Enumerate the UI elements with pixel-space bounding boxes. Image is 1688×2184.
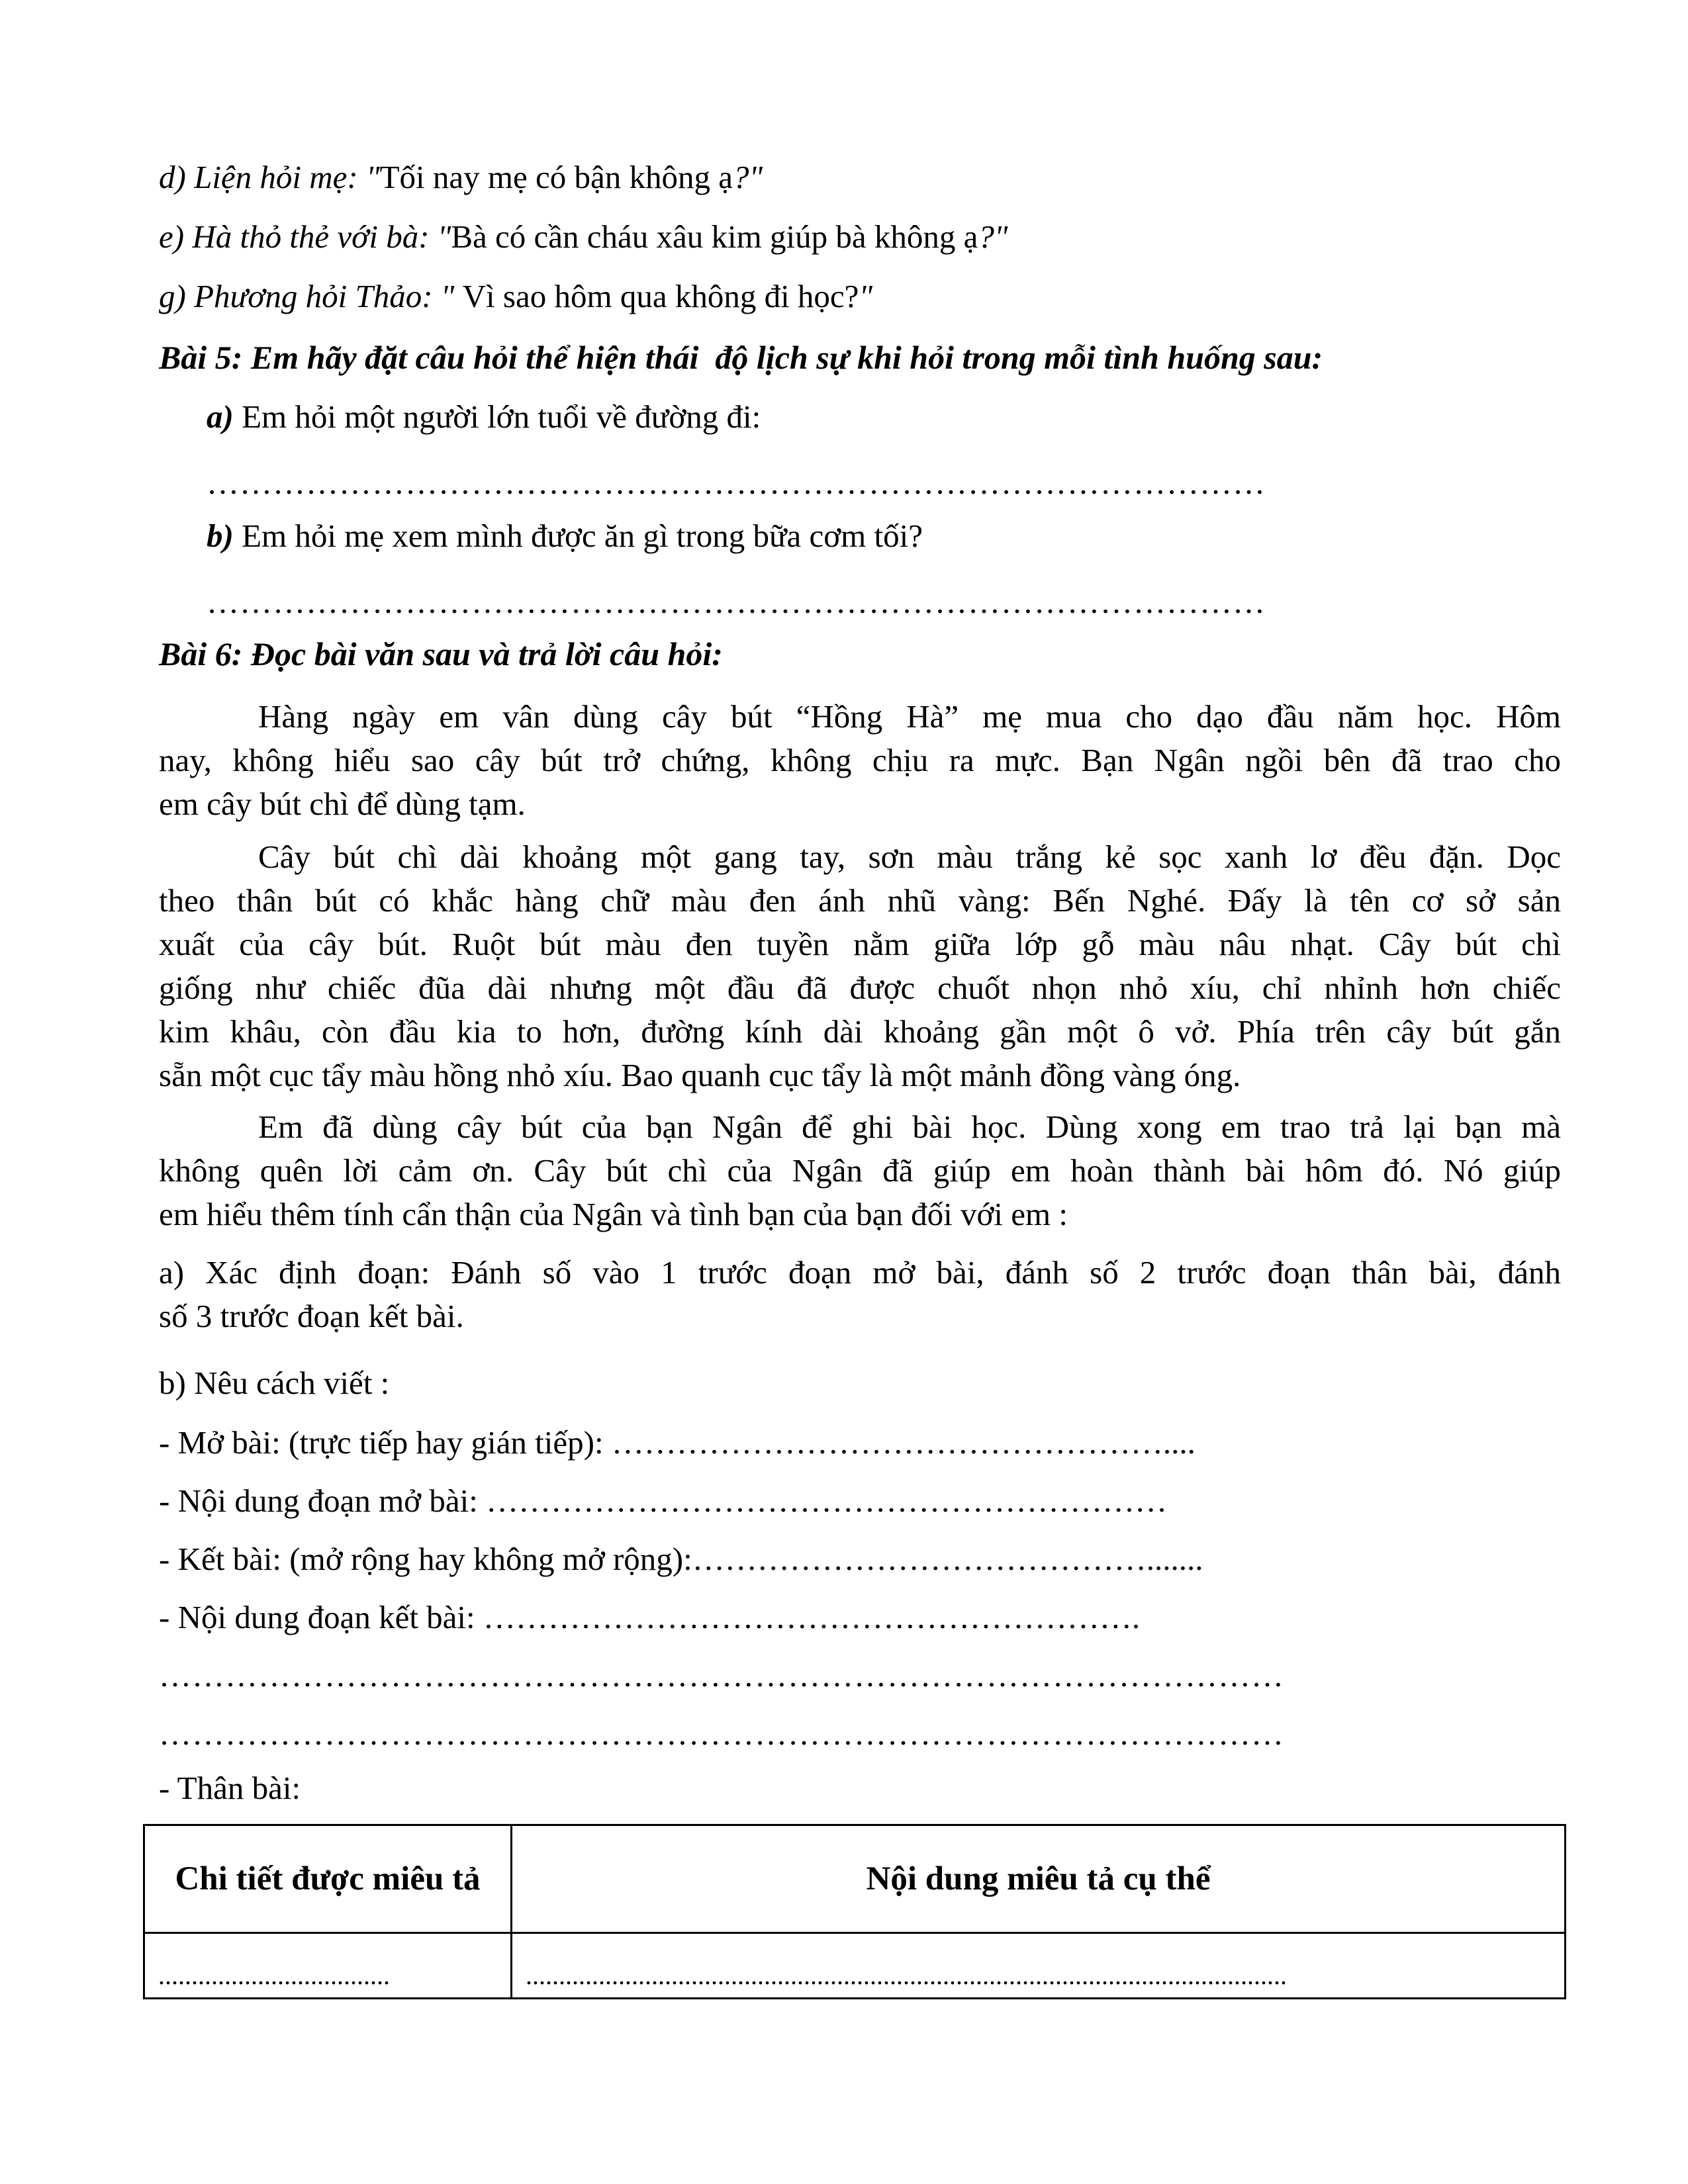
exercise4-item-e: e) Hà thỏ thẻ với bà: "Bà có cần cháu xâu kim giúp bà không ạ?" — [159, 218, 1008, 255]
table-header-row — [144, 1825, 1566, 1933]
bai5-title: Bài 5: Em hãy đặt câu hỏi thể hiện thái độ lịch sự khi hỏi trong mỗi tình huống sau: — [159, 339, 1323, 376]
bai5-answer-line-b[interactable]: …………………………………………………………………………………… — [207, 584, 1266, 620]
header-chi-tiet: Chi tiết được miêu tả — [144, 1825, 512, 1933]
paragraph-line: kim khâu, còn đầu kia to hơn, đường kính dài khoảng gần một ô vở. Phía trên cây bút gắn — [159, 1013, 1561, 1050]
answer-line-mo-bai: - Mở bài: (trực tiếp hay gián tiếp): …………………………………………….... — [159, 1424, 1196, 1461]
paragraph-line: giống như chiếc đũa dài nhưng một đầu đã được chuốt nhọn nhỏ xíu, chỉ nhỉnh hơn chiếc — [159, 970, 1561, 1006]
exercise4-item-g: g) Phương hỏi Thảo: " Vì sao hôm qua không đi học?" — [159, 278, 873, 314]
answer-line-ket-bai: - Kết bài: (mở rộng hay không mở rộng):……………………………………....... — [159, 1541, 1203, 1577]
answer-dots[interactable]: ……………………………………………………… — [486, 1482, 1168, 1519]
exercise4-item-d: d) Liện hỏi mẹ: "Tối nay mẹ có bận không ạ?" — [159, 159, 763, 195]
answer-dots[interactable]: ……………………………………………………. — [483, 1599, 1141, 1635]
table-row — [144, 1933, 1566, 1999]
bai6-paragraph-1 — [159, 695, 1561, 826]
than-bai-table — [143, 1824, 1566, 1999]
answer-line-noi-dung-ket-bai: - Nội dung đoạn kết bài: ……………………………………………………. — [159, 1599, 1141, 1635]
bai5-item-a: a) Em hỏi một người lớn tuổi về đường đi: — [207, 398, 761, 435]
paragraph-line: em hiểu thêm tính cẩn thận của Ngân và tình bạn của bạn đối với em : — [159, 1196, 1068, 1232]
bai5-item-b: b) Em hỏi mẹ xem mình được ăn gì trong bữa cơm tối? — [207, 518, 923, 554]
bai6-question-a — [159, 1251, 1561, 1338]
bai6-paragraph-3 — [159, 1105, 1561, 1236]
header-noi-dung: Nội dung miêu tả cụ thể — [512, 1825, 1566, 1933]
paragraph-line: Em đã dùng cây bút của bạn Ngân để ghi bài học. Dùng xong em trao trả lại bạn mà — [258, 1109, 1561, 1145]
paragraph-line: theo thân bút có khắc hàng chữ màu đen ánh nhũ vàng: Bến Nghé. Đấy là tên cơ sở sản — [159, 882, 1561, 919]
paragraph-line: Hàng ngày em vân dùng cây bút “Hồng Hà” mẹ mua cho dạo đầu năm học. Hôm — [258, 698, 1561, 735]
blank-answer-line[interactable]: ………………………………………………………………………………………… — [159, 1657, 1284, 1694]
paragraph-line: xuất của cây bút. Ruột bút màu đen tuyền nằm giữa lớp gỗ màu nâu nhạt. Cây bút chì — [159, 926, 1561, 962]
table-cell-noi-dung[interactable]: ................................................................................................................... — [512, 1933, 1566, 1999]
paragraph-line: sẵn một cục tẩy màu hồng nhỏ xíu. Bao quanh cục tẩy là một mảnh đồng vàng óng. — [159, 1057, 1241, 1093]
question-line: số 3 trước đoạn kết bài. — [159, 1298, 464, 1334]
paragraph-line: không quên lời cảm ơn. Cây bút chì của Ngân đã giúp em hoàn thành bài hôm đó. Nó giúp — [159, 1152, 1561, 1189]
answer-dots[interactable]: …………………………………………….... — [611, 1424, 1196, 1461]
table-cell-chi-tiet[interactable]: ................................... — [144, 1933, 512, 1999]
bai6-paragraph-2 — [159, 835, 1561, 1097]
bai6-question-b: b) Nêu cách viết : — [159, 1365, 390, 1401]
paragraph-line: nay, không hiểu sao cây bút trở chứng, không chịu ra mực. Bạn Ngân ngồi bên đã trao cho — [159, 742, 1561, 778]
answer-line-noi-dung-mo-bai: - Nội dung đoạn mở bài: ……………………………………………………… — [159, 1482, 1168, 1519]
blank-answer-line[interactable]: ………………………………………………………………………………………… — [159, 1715, 1284, 1752]
paragraph-line: em cây bút chì để dùng tạm. — [159, 786, 526, 822]
than-bai-label: - Thân bài: — [159, 1770, 301, 1806]
paragraph-line: Cây bút chì dài khoảng một gang tay, sơn màu trắng kẻ sọc xanh lơ đều đặn. Dọc — [258, 839, 1561, 875]
bai6-title: Bài 6: Đọc bài văn sau và trả lời câu hỏi: — [159, 635, 723, 672]
question-line: a) Xác định đoạn: Đánh số vào 1 trước đoạn mở bài, đánh số 2 trước đoạn thân bài, đánh — [159, 1254, 1561, 1291]
answer-dots[interactable]: ……………………………………....... — [692, 1541, 1203, 1577]
bai5-answer-line-a[interactable]: …………………………………………………………………………………… — [207, 465, 1266, 501]
